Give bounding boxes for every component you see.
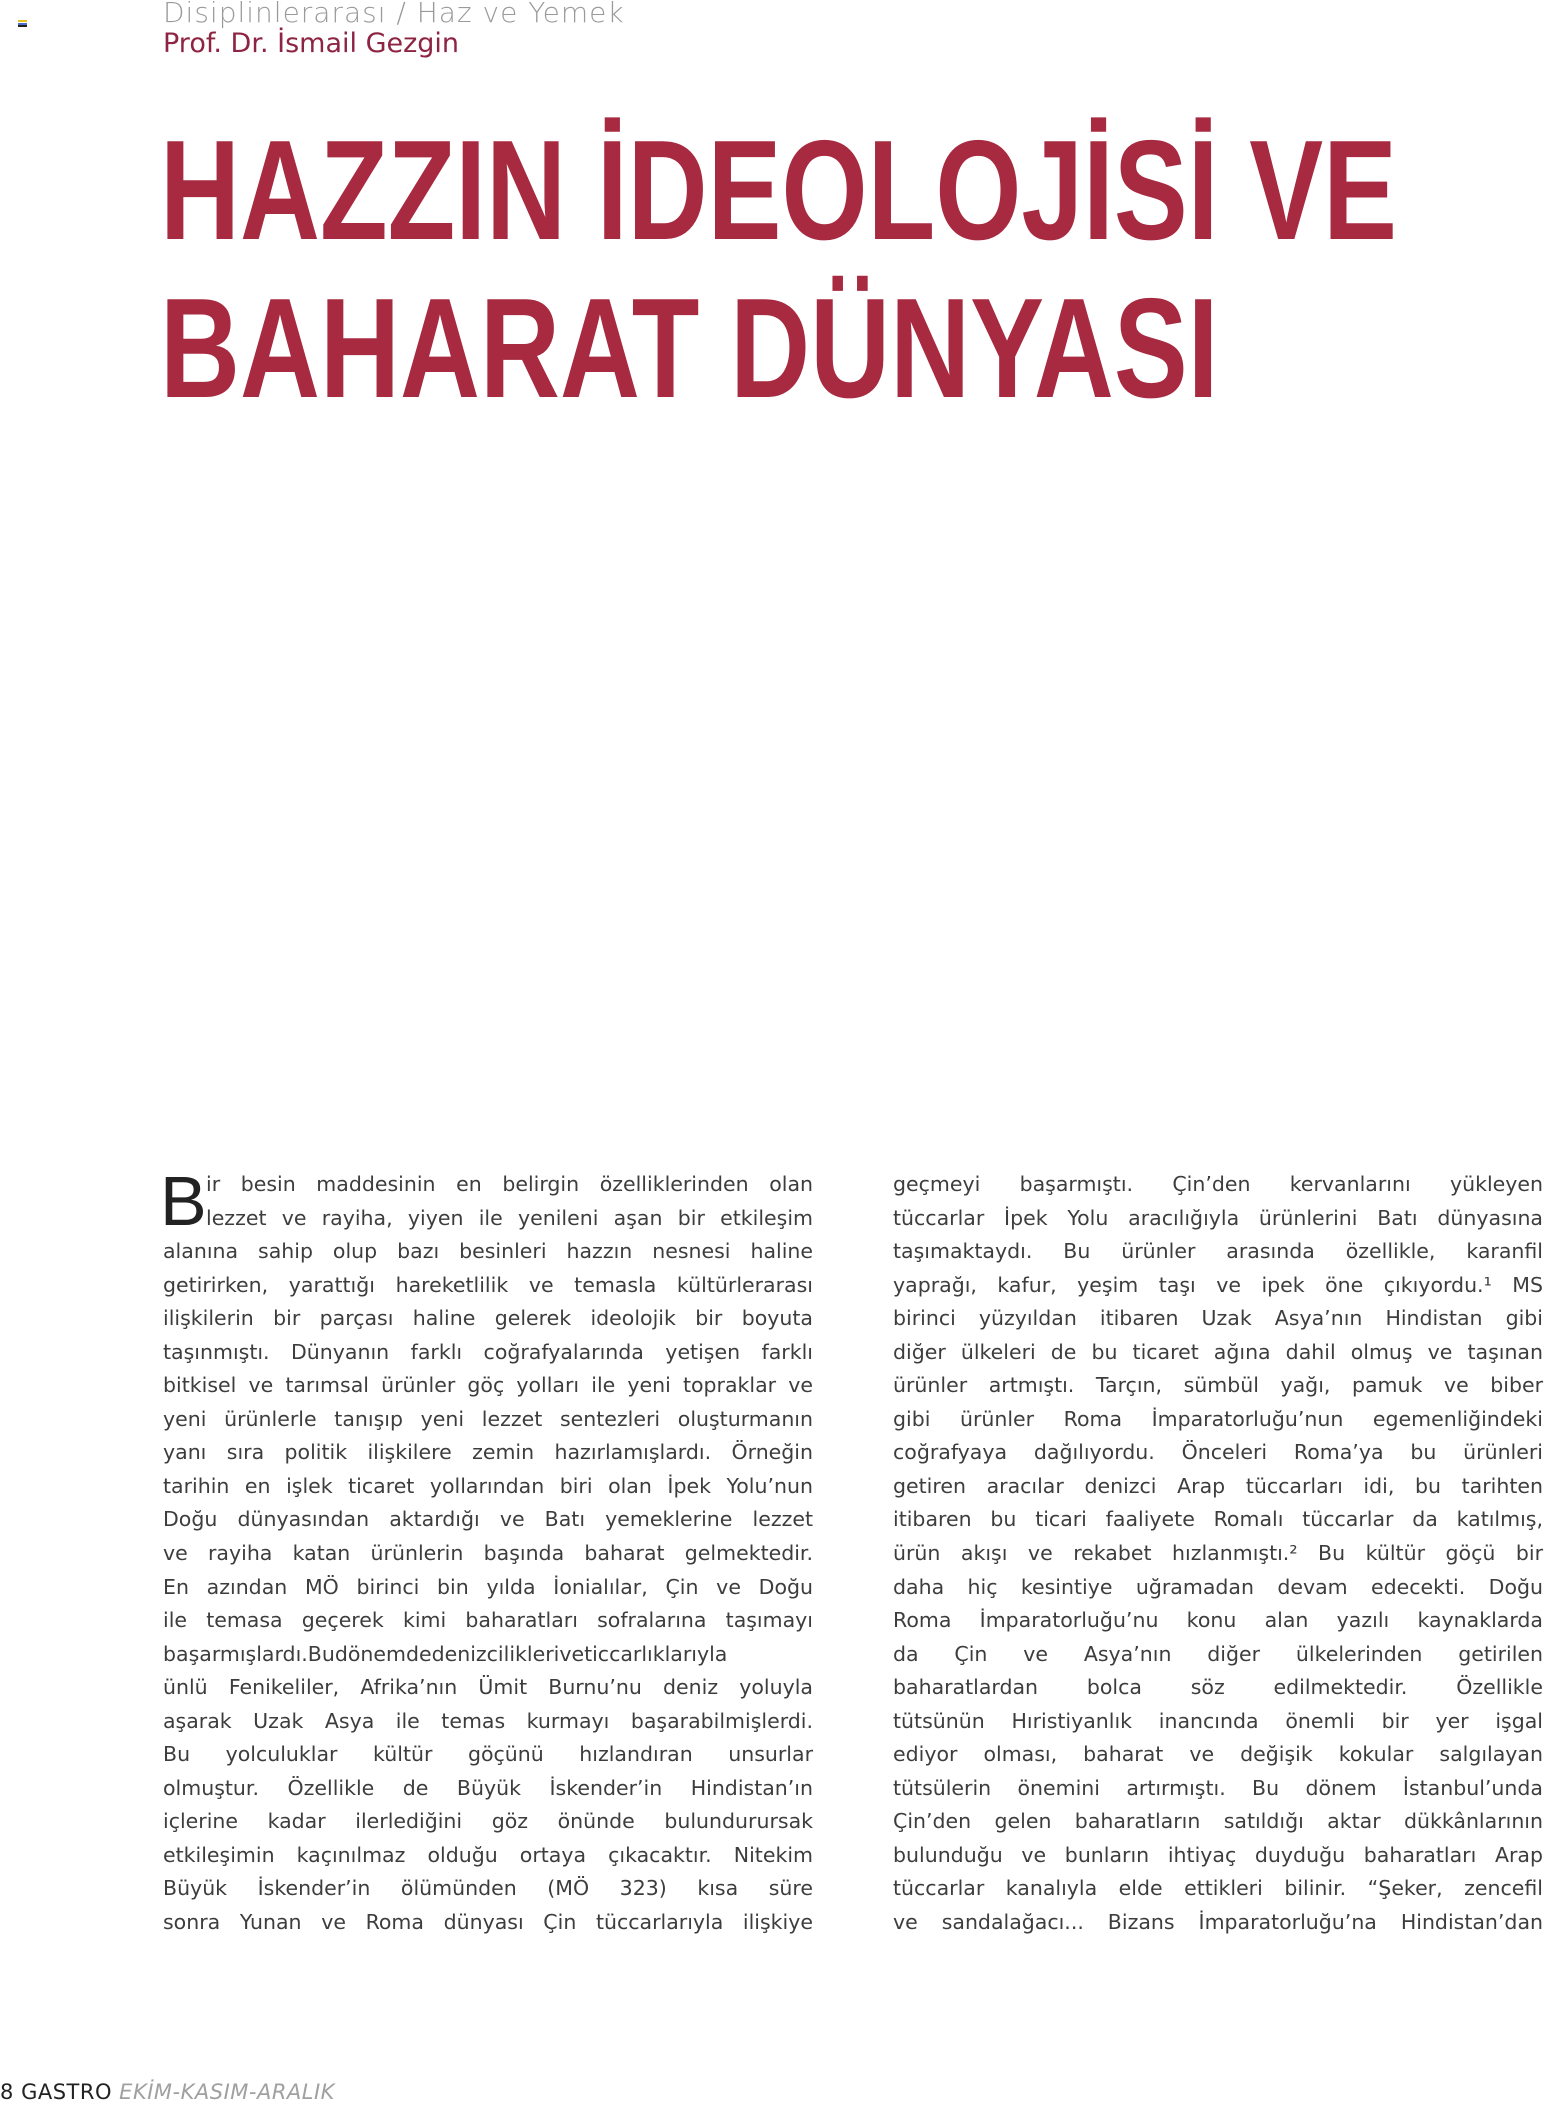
body-text-line: daha hiç kesintiye uğramadan devam edecekti. Doğu [893,1574,1543,1599]
title-line-2: BAHARAT DÜNYASI [160,269,1219,428]
body-text-line: ve sandalağacı... Bizans İmparatorluğu’na Hindistan’dan [893,1910,1543,1935]
body-text-line: alanına sahip olup bazı besinleri hazzın nesnesi haline [163,1239,813,1264]
title-line-1: HAZZIN İDEOLOJİSİ VE [160,111,1397,270]
body-text-line: içlerine kadar ilerlediğini göz önünde bulundurursak [163,1809,813,1834]
body-text-line: getirirken, yarattığı hareketlilik ve temasla kültürlerarası [163,1272,813,1297]
body-text-line: aşarak Uzak Asya ile temas kurmayı başarabilmişlerdi. [163,1708,813,1733]
body-text-line: gibi ürünler Roma İmparatorluğu’nun egemenliğindeki [893,1406,1543,1431]
body-text-line: ile temasa geçerek kimi baharatları sofralarına taşımayı [163,1608,813,1633]
article-title [160,112,1550,428]
body-text-line: sonra Yunan ve Roma dünyası Çin tüccarlarıyla ilişkiye [163,1910,813,1935]
body-text-line: etkileşimin kaçınılmaz olduğu ortaya çıkacaktır. Nitekim [163,1842,813,1867]
body-text-line: birinci yüzyıldan itibaren Uzak Asya’nın Hindistan gibi [893,1306,1543,1331]
body-text-line: yaprağı, kafur, yeşim taşı ve ipek öne çıkıyordu.¹ MS [893,1272,1543,1297]
body-text-line: lezzet ve rayiha, yiyen ile yenileni aşan bir etkileşim [206,1205,813,1230]
author-name: Prof. Dr. İsmail Gezgin [163,28,460,59]
color-registration-mark-icon [18,20,27,27]
body-text-line: tüccarlar kanalıyla elde ettikleri bilinir. “Şeker, zencefil [893,1876,1543,1901]
body-column-2 [893,1168,1543,1940]
body-text-line: taşınmıştı. Dünyanın farklı coğrafyalarında yetişen farklı [163,1339,813,1364]
body-text-line: Bu yolculuklar kültür göçünü hızlandıran unsurlar [163,1742,813,1767]
body-text-line: yanı sıra politik ilişkilere zemin hazırlamışlardı. Örneğin [163,1440,813,1465]
drop-cap: B [160,1162,207,1240]
body-text-line: diğer ülkeleri de bu ticaret ağına dahil olmuş ve taşınan [893,1339,1543,1364]
body-text-line: ir besin maddesinin en belirgin özelliklerinden olan [206,1172,813,1196]
body-text-line: taşımaktaydı. Bu ürünler arasında özellikle, karanfil [893,1239,1543,1264]
body-text-line: ürün akışı ve rekabet hızlanmıştı.² Bu kültür göçü bir [893,1541,1543,1566]
body-text-line: ilişkilerin bir parçası haline gelerek ideolojik bir boyuta [163,1306,813,1331]
body-text-line: da Çin ve Asya’nın diğer ülkelerinden getirilen [893,1641,1543,1666]
body-column-1 [160,1162,813,1940]
body-text-line: tütsünün Hıristiyanlık inancında önemli bir yer işgal [893,1708,1543,1733]
body-text-line: itibaren bu ticari faaliyete Romalı tüccarlar da katılmış, [893,1507,1543,1532]
body-text-line: yeni ürünlerle tanışıp yeni lezzet sentezleri oluşturmanın [163,1406,813,1431]
body-text-line: olmuştur. Özellikle de Büyük İskender’in Hindistan’ın [163,1775,813,1800]
body-text-line: baharatlardan bolca söz edilmektedir. Özellikle [893,1675,1543,1700]
body-text-line: Çin’den gelen baharatların satıldığı aktar dükkânlarının [893,1809,1543,1834]
page-footer [0,2080,335,2104]
body-text-line: En azından MÖ birinci bin yılda İonialılar, Çin ve Doğu [163,1574,813,1599]
body-text-line: Roma İmparatorluğu’nu konu alan yazılı kaynaklarda [893,1608,1543,1633]
body-text-line: tütsülerin önemini artırmıştı. Bu dönem İstanbul’unda [893,1775,1543,1800]
body-text-line: getiren aracılar denizci Arap tüccarları idi, bu tarihten [893,1473,1543,1498]
body-text-line: ediyor olması, baharat ve değişik kokular salgılayan [893,1742,1543,1767]
body-text-line: tarihin en işlek ticaret yollarından biri olan İpek Yolu’nun [163,1473,813,1498]
body-text-line: Doğu dünyasından aktardığı ve Batı yemeklerine lezzet [163,1507,813,1532]
body-text-line: tüccarlar İpek Yolu aracılığıyla ürünlerini Batı dünyasına [893,1205,1543,1230]
body-text-line: başarmışlardı.Budönemdedenizcilikleriveticcarlıklarıyla [163,1641,728,1666]
magazine-name: GASTRO [21,2080,112,2104]
body-text-line: bulunduğu ve bunların ihtiyaç duyduğu baharatları Arap [893,1842,1543,1867]
page-number: 8 [0,2080,14,2104]
section-breadcrumb: Disiplinlerarası / Haz ve Yemek [163,0,625,29]
body-text-line: geçmeyi başarmıştı. Çin’den kervanlarını yükleyen [893,1172,1543,1196]
body-text-line: bitkisel ve tarımsal ürünler göç yolları ile yeni topraklar ve [163,1373,813,1398]
body-text-line: Büyük İskender’in ölümünden (MÖ 323) kısa süre [163,1876,813,1901]
body-text-line: ve rayiha katan ürünlerin başında baharat gelmektedir. [163,1541,813,1566]
issue-label: EKİM-KASIM-ARALIK [119,2080,335,2104]
body-text-line: ürünler artmıştı. Tarçın, sümbül yağı, pamuk ve biber [893,1373,1543,1398]
body-text-line: ünlü Fenikeliler, Afrika’nın Ümit Burnu’nu deniz yoluyla [163,1675,813,1700]
body-text-line: coğrafyaya dağılıyordu. Önceleri Roma’ya bu ürünleri [893,1440,1543,1465]
